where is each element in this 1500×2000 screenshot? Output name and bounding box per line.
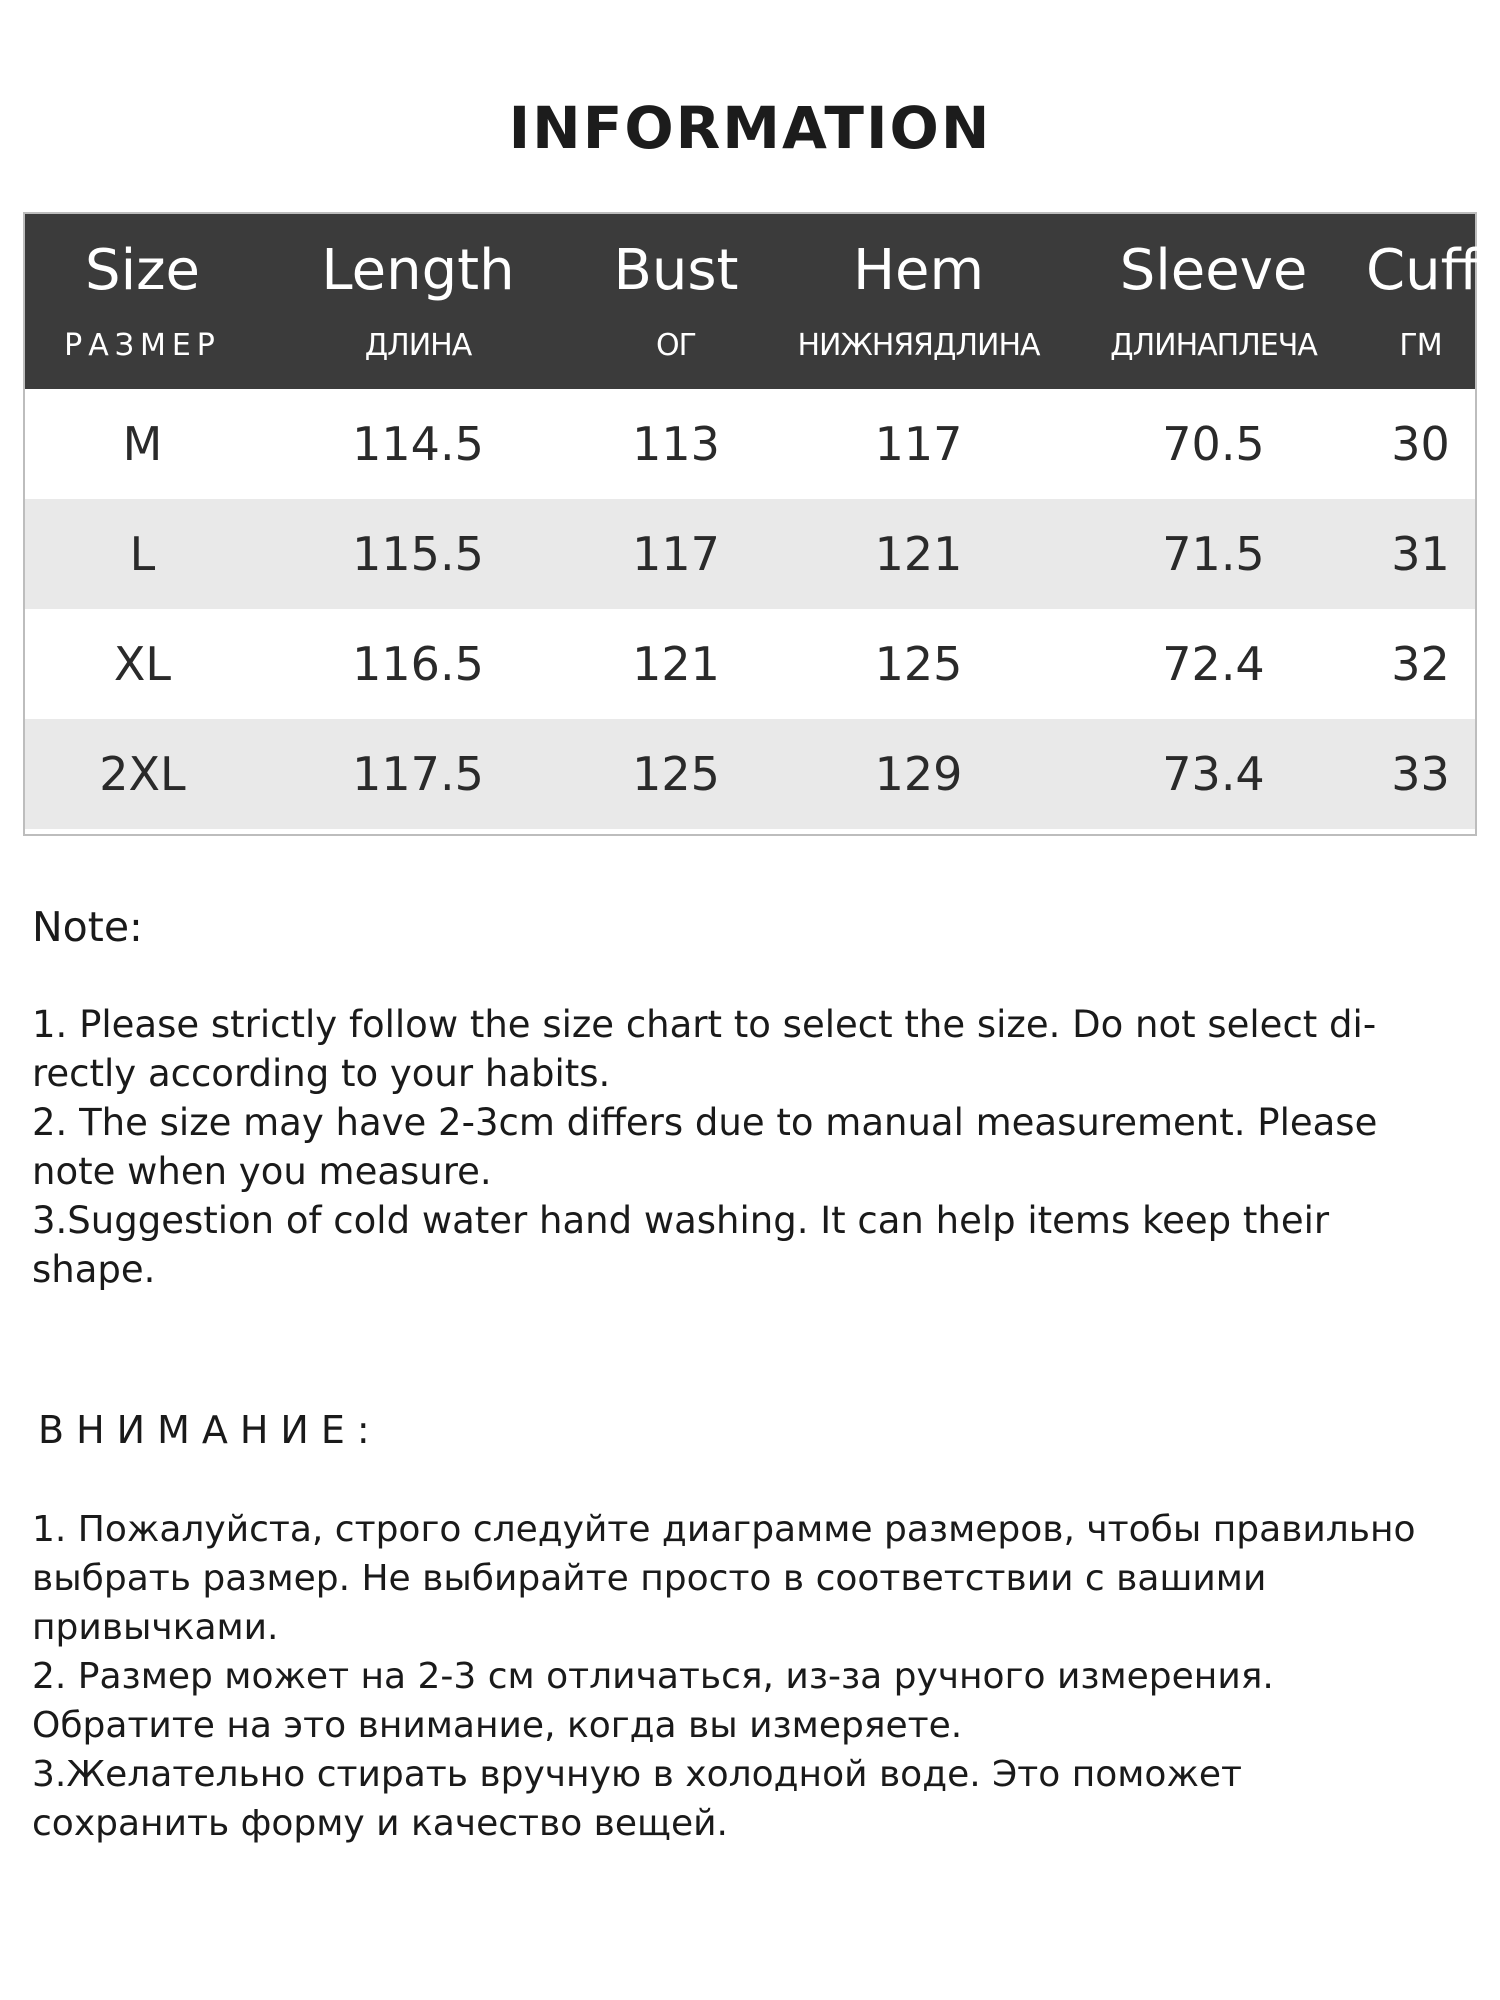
ru-note-text — [32, 1505, 1472, 1848]
table-row — [25, 609, 1475, 719]
table-row — [25, 389, 1475, 499]
cell-length: 116.5 — [352, 637, 484, 691]
cell-sleeve: 71.5 — [1162, 527, 1265, 581]
table-header — [25, 214, 1480, 389]
ru-note-line: 1. Пожалуйста, строго следуйте диаграмме размеров, чтобы правильно — [32, 1509, 1416, 1550]
cell-bust: 125 — [632, 747, 720, 801]
ru-note-line: 3.Желательно стирать вручную в холодной воде. Это поможет — [32, 1754, 1242, 1795]
cell-size: L — [129, 527, 156, 581]
cell-sleeve: 70.5 — [1162, 417, 1265, 471]
header-hem — [776, 214, 1061, 389]
size-chart-table — [23, 212, 1480, 836]
page-title: INFORMATION — [508, 94, 992, 162]
cell-bust: 117 — [632, 527, 720, 581]
ru-note-heading: ВНИМАНИЕ: — [38, 1408, 382, 1452]
cell-cuff: 33 — [1391, 747, 1450, 801]
header-length-en: Length — [321, 238, 515, 303]
header-bust-ru: ОГ — [656, 328, 696, 363]
cell-hem: 121 — [874, 527, 963, 581]
note-line: shape. — [32, 1248, 156, 1291]
header-hem-en: Hem — [852, 238, 985, 303]
note-line: note when you measure. — [32, 1150, 492, 1193]
header-length-ru: ДЛИНА — [364, 328, 472, 363]
header-hem-ru: НИЖНЯЯДЛИНА — [797, 328, 1040, 363]
header-size-ru: РАЗМЕР — [64, 328, 221, 363]
note-line: rectly according to your habits. — [32, 1052, 611, 1095]
ru-note-line: Обратите на это внимание, когда вы измеряете. — [32, 1705, 963, 1746]
cell-sleeve: 73.4 — [1162, 747, 1265, 801]
header-sleeve-en: Sleeve — [1119, 238, 1308, 303]
table-row — [25, 499, 1475, 609]
ru-note-line: привычками. — [32, 1607, 279, 1648]
header-sleeve — [1061, 214, 1366, 389]
cell-size: 2XL — [99, 747, 186, 801]
cell-hem: 125 — [874, 637, 963, 691]
cell-hem: 129 — [874, 747, 963, 801]
cell-length: 115.5 — [352, 527, 484, 581]
note-text — [32, 1000, 1462, 1294]
cell-hem: 117 — [874, 417, 963, 471]
header-length — [260, 214, 576, 389]
cell-length: 114.5 — [352, 417, 484, 471]
cell-size: XL — [113, 637, 172, 691]
cell-cuff: 30 — [1391, 417, 1450, 471]
header-bust-en: Bust — [613, 238, 739, 303]
ru-note-line: сохранить форму и качество вещей. — [32, 1803, 728, 1844]
cell-cuff: 32 — [1391, 637, 1450, 691]
header-cuff-en: Cuff — [1366, 238, 1480, 303]
note-line: 2. The size may have 2-3cm differs due to manual measurement. Please — [32, 1101, 1378, 1144]
note-line: 3.Suggestion of cold water hand washing. It can help items keep their — [32, 1199, 1330, 1242]
cell-cuff: 31 — [1391, 527, 1450, 581]
ru-note-line: выбрать размер. Не выбирайте просто в соответствии с вашими — [32, 1558, 1267, 1599]
table-row — [25, 719, 1475, 829]
cell-bust: 121 — [632, 637, 720, 691]
header-size — [25, 214, 260, 389]
table-body — [25, 389, 1475, 829]
header-cuff — [1366, 214, 1480, 389]
note-heading: Note: — [32, 903, 143, 951]
ru-note-line: 2. Размер может на 2-3 см отличаться, из-за ручного измерения. — [32, 1656, 1274, 1697]
cell-length: 117.5 — [352, 747, 484, 801]
header-size-en: Size — [85, 238, 200, 303]
cell-size: M — [122, 417, 163, 471]
header-bust — [576, 214, 776, 389]
cell-sleeve: 72.4 — [1162, 637, 1265, 691]
header-cuff-ru: ГМ — [1399, 328, 1442, 363]
note-line: 1. Please strictly follow the size chart to select the size. Do not select di- — [32, 1003, 1377, 1046]
header-sleeve-ru: ДЛИНАПЛЕЧА — [1110, 328, 1317, 363]
cell-bust: 113 — [632, 417, 720, 471]
